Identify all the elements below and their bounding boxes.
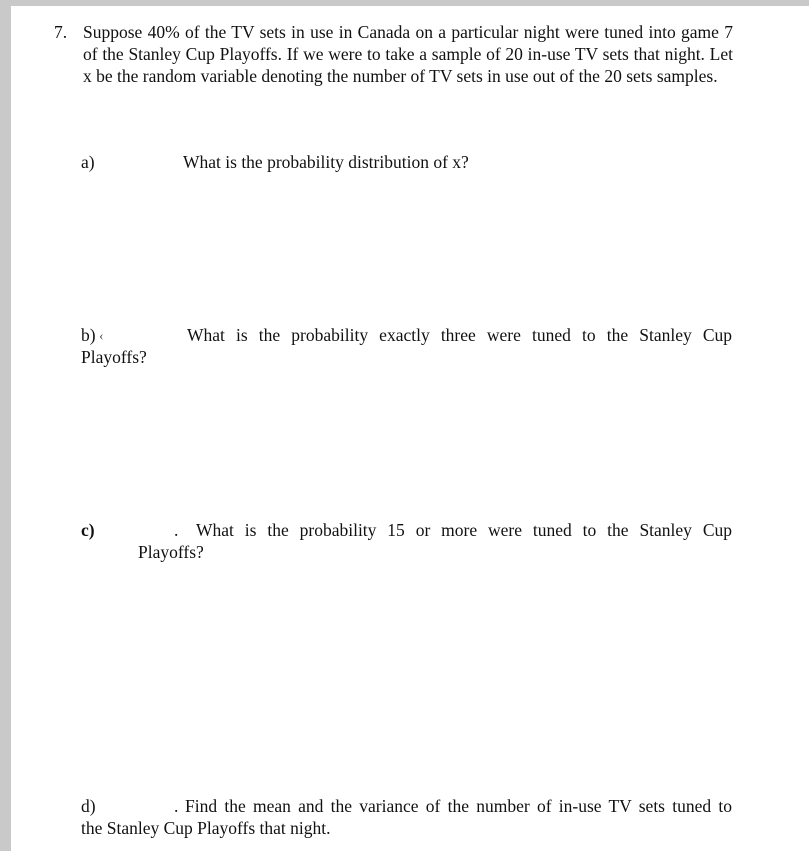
question-number: 7. [54,22,68,42]
document-page [11,6,809,851]
part-b-line-2: Playoffs? [81,347,147,367]
part-c-label: c) [81,520,95,540]
part-a-text: What is the probability distribution of x? [183,152,469,172]
part-a-label: a) [81,152,95,172]
part-d-marker: . [174,796,179,816]
part-d-line-2: the Stanley Cup Playoffs that night. [81,818,331,838]
part-d-label: d) [81,796,96,816]
part-b-line-1: What is the probability exactly three were tuned to the Stanley Cup [187,325,732,345]
part-c-line-1: What is the probability 15 or more were tuned to the Stanley Cup [196,520,732,540]
part-b-label: b) [81,325,96,345]
question-intro: Suppose 40% of the TV sets in use in Canada on a particular night were tuned into game 7 of the Stanley Cup Playoffs. If we were to take a sample of 20 in-use TV sets that night. Let x be the random variable denoting the number of TV sets in use out of the 20 sets samples. [83,22,733,86]
part-c-marker: . [174,520,179,540]
part-d-line-1: Find the mean and the variance of the number of in-use TV sets tuned to [185,796,732,816]
part-c-line-2: Playoffs? [138,542,204,562]
cursor-caret-icon: ‹ [99,329,104,344]
